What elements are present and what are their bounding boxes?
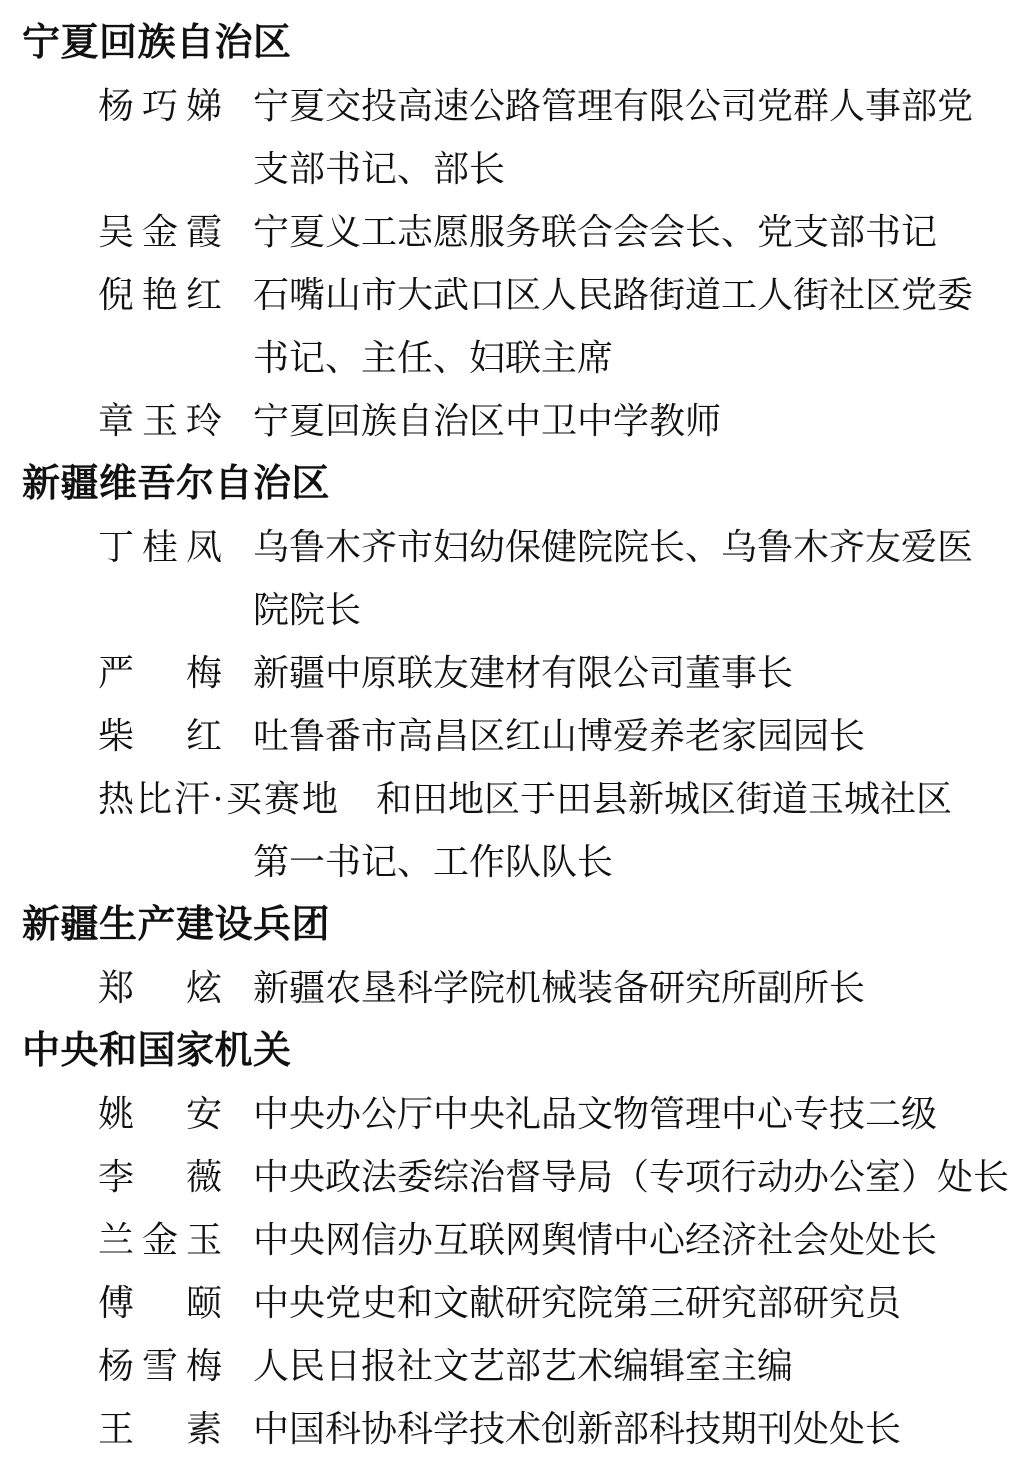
entry xyxy=(22,75,1007,201)
entry-title-line: 中国科协科学技术创新部科技期刊处处长 xyxy=(253,1409,902,1449)
entry-name: 王素 xyxy=(98,1409,222,1449)
entry-title-line: 第一书记、工作队队长 xyxy=(253,842,614,882)
section-header: 中央和国家机关 xyxy=(22,1030,292,1072)
entry-title-line: 新疆农垦科学院机械装备研究所副所长 xyxy=(253,968,866,1008)
entry xyxy=(22,1335,1007,1398)
section-header: 宁夏回族自治区 xyxy=(22,22,292,64)
entry-title-line: 支部书记、部长 xyxy=(253,149,506,189)
entry-name: 吴金霞 xyxy=(98,212,222,252)
entry xyxy=(22,1209,1007,1272)
entry-name: 郑炫 xyxy=(98,968,222,1008)
entry xyxy=(22,1398,1007,1461)
section-header: 新疆维吾尔自治区 xyxy=(22,463,331,505)
entry-name: 杨雪梅 xyxy=(98,1346,222,1386)
entry xyxy=(22,642,1007,705)
section-header: 新疆生产建设兵团 xyxy=(22,904,331,946)
entry-name: 傅颐 xyxy=(98,1283,222,1323)
entry-name: 杨巧娣 xyxy=(98,86,222,126)
entry-name: 倪艳红 xyxy=(98,275,222,315)
section-ningxia xyxy=(22,12,1007,453)
entry-title-line: 人民日报社文艺部艺术编辑室主编 xyxy=(253,1346,794,1386)
entry-name: 丁桂凤 xyxy=(98,527,222,567)
section-xinjiang xyxy=(22,453,1007,894)
entry-name: 兰金玉 xyxy=(98,1220,222,1260)
entry-title-line: 中央办公厅中央礼品文物管理中心专技二级 xyxy=(253,1094,938,1134)
entry-name: 章玉玲 xyxy=(98,401,222,441)
entry-title-line: 院院长 xyxy=(253,590,362,630)
entry-title-line: 中央党史和文献研究院第三研究部研究员 xyxy=(253,1283,902,1323)
entry-title-line: 宁夏交投高速公路管理有限公司党群人事部党 xyxy=(253,86,974,126)
entry-title-line: 乌鲁木齐市妇幼保健院院长、乌鲁木齐友爱医 xyxy=(253,527,974,567)
entry-title-line: 和田地区于田县新城区街道玉城社区 xyxy=(376,779,953,819)
entry-name: 李薇 xyxy=(98,1157,222,1197)
entry-name: 姚安 xyxy=(98,1094,222,1134)
entry-name: 热比汗·买赛地 xyxy=(98,779,340,819)
entry xyxy=(22,705,1007,768)
entry-title-line: 宁夏回族自治区中卫中学教师 xyxy=(253,401,722,441)
entry-title-line: 石嘴山市大武口区人民路街道工人街社区党委 xyxy=(253,275,974,315)
entry-title-line: 宁夏义工志愿服务联合会会长、党支部书记 xyxy=(253,212,938,252)
entry xyxy=(22,1272,1007,1335)
entry xyxy=(22,1083,1007,1146)
entry-title-line: 中央政法委综治督导局（专项行动办公室）处长 xyxy=(253,1157,1010,1197)
entry-title-line: 中央网信办互联网舆情中心经济社会处处长 xyxy=(253,1220,938,1260)
entry-title-line: 新疆中原联友建材有限公司董事长 xyxy=(253,653,794,693)
entry-title-line: 吐鲁番市高昌区红山博爱养老家园园长 xyxy=(253,716,866,756)
entry-name: 柴红 xyxy=(98,716,222,756)
entry-name: 严梅 xyxy=(98,653,222,693)
entry xyxy=(22,957,1007,1020)
entry xyxy=(22,390,1007,453)
section-central-state-organs xyxy=(22,1020,1010,1461)
entry xyxy=(22,768,1007,894)
entry xyxy=(22,264,1007,390)
entry xyxy=(22,516,1007,642)
section-bingtuan xyxy=(22,894,1007,1020)
entry-title-line: 书记、主任、妇联主席 xyxy=(253,338,614,378)
entry xyxy=(22,201,1007,264)
entry xyxy=(22,1146,1010,1209)
